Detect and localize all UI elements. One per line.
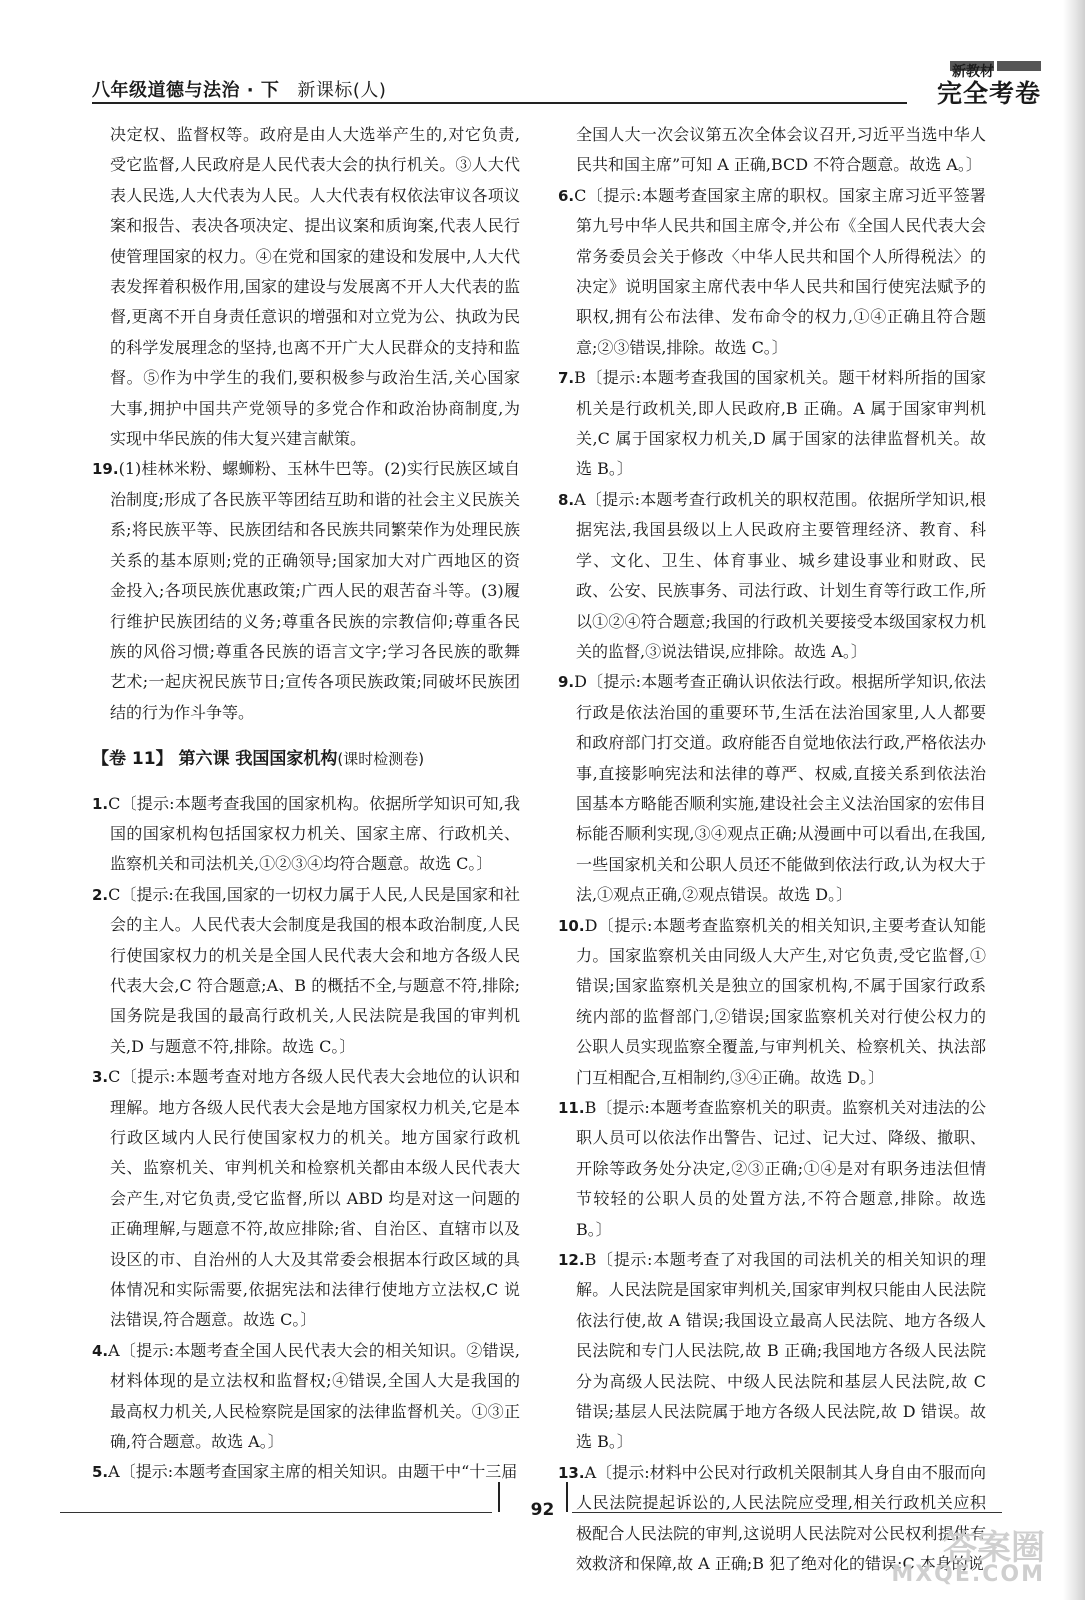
running-header [92, 76, 386, 102]
answer-number: 19. [92, 460, 119, 479]
answer-item [92, 1457, 520, 1487]
continued-answer: 决定权、监督权等。政府是由人大选举产生的,对它负责,受它监督,人民政府是人民代表大会的执行机关。③人大代表人民选,人大代表为人民。人大代表有权依法审议各项议案和报告、表决各项决定、提出议案和质询案,代表人民行使管理国家的权力。④在党和国家的建设和发展中,人大代表发挥着积极作用,国家的建设与发展离不开人大代表的监督,更离不开自身责任意识的增强和对立党为公、执政为民的科学发展理念的坚持,也离不开广大人民群众的支持和监督。⑤作为中学生的我们,要积极参与政治生活,关心国家大事,拥护中国共产党领导的多党合作和政治协商制度,为实现中华民族的伟大复兴建言献策。 [110, 125, 520, 449]
answer-item [92, 1336, 520, 1458]
brand-top: 新教材 [950, 61, 994, 71]
answer-text: B〔提示:本题考查了对我国的司法机关的相关知识的理解。人民法院是国家审判机关,国家审判权只能由人民法院依法行使,故 A 错误;我国设立最高人民法院、地方各级人民法院和专门人民法院,故 B 正确;我国地方各级人民法院分为高级人民法院、中级人民法院和基层人民法院,故 C 错误;基层人民法院属于地方各级人民法院,故 D 错误。故选 B。〕 [576, 1250, 986, 1452]
answer-number: 7. [558, 369, 575, 388]
answer-text: A〔提示:本题考查国家主席的相关知识。由题干中“十三届 [108, 1462, 518, 1482]
continued-answer: 全国人大一次会议第五次全体会议召开,习近平当选中华人民共和国主席”可知 A 正确,BCD 不符合题意。故选 A。〕 [576, 125, 986, 175]
answer-item [558, 485, 986, 667]
header-rule [92, 102, 907, 104]
answer-text: C〔提示:在我国,国家的一切权力属于人民,人民是国家和社会的主人。人民代表大会制度是我国的根本政治制度,人民行使国家权力的机关是全国人民代表大会和地方各级人民代表大会,C 符合题意;A、B 的概括不全,与题意不符,排除;国务院是我国的最高行政机关,人民法院是我国的审判机关,D 与题意不符,排除。故选 C。〕 [108, 884, 520, 1056]
answer-number: 5. [92, 1463, 109, 1482]
answer-number: 10. [558, 916, 585, 935]
answer-text: A〔提示:本题考查行政机关的职权范围。依据所学知识,根据宪法,我国县级以上人民政府主要管理经济、教育、科学、文化、卫生、体育事业、城乡建设事业和财政、民政、公安、民族事务、司法行政、计划生育等行政工作,所以①②④符合题意;我国的行政机关要接受本级国家权力机关的监督,③说法错误,应排除。故选 A。〕 [574, 489, 986, 661]
answer-text: C〔提示:本题考查对地方各级人民代表大会地位的认识和理解。地方各级人民代表大会是地方国家权力机关,它是本行政区域内人民行使国家权力的机关。地方国家行政机关、监察机关、审判机关和检察机关都由本级人民代表大会产生,对它负责,受它监督,所以 ABD 均是对这一问题的正确理解,与题意不符,故应排除;省、自治区、直辖市以及设区的市、自治州的人大及其常委会根据本行政区域的具体情况和实际需要,依据宪法和法律行使地方立法权,C 说法错误,符合题意。故选 C。〕 [108, 1067, 520, 1330]
answer-text: C〔提示:本题考查我国的国家机构。依据所学知识可知,我国的国家机构包括国家权力机关、国家主席、行政机关、监察机关和司法机关,①②③④均符合题意。故选 C。〕 [108, 793, 520, 874]
answer-number: 1. [92, 794, 109, 813]
answer-text: D〔提示:本题考查监察机关的相关知识,主要考查认知能力。国家监察机关由同级人大产生,对它负责,受它监督,①错误;国家监察机关是独立的国家机构,不属于国家行政系统内部的监督部门,②错误;国家监察机关对行使公权力的公职人员实现监察全覆盖,与审判机关、检察机关、执法部门互相配合,互相制约,③④正确。故选 D。〕 [576, 915, 986, 1087]
book-subtitle: 新课标(人) [297, 80, 387, 101]
answer-number: 8. [558, 490, 575, 509]
answer-item [558, 181, 986, 363]
answer-item [558, 1245, 986, 1458]
answer-item [558, 911, 986, 1093]
answer-item [558, 667, 986, 910]
answer-number: 6. [558, 186, 575, 205]
answer-item [92, 880, 520, 1062]
answer-text: C〔提示:本题考查国家主席的职权。国家主席习近平签署第九号中华人民共和国主席令,并公布《全国人民代表大会常务委员会关于修改〈中华人民共和国个人所得税法〉的决定》说明国家主席代表中华人民共和国行使宪法赋予的职权,拥有公布法律、发布命令的权力,①④正确且符合题意;②③错误,排除。故选 C。〕 [574, 185, 986, 357]
answer-number: 9. [558, 673, 575, 692]
answer-number: 3. [92, 1068, 109, 1087]
page-edge-shadow [1063, 0, 1085, 1600]
section-title-tail: (课时检测卷) [337, 750, 425, 769]
page-number: 92 [530, 1500, 555, 1520]
watermark-url: MXQE.COM [891, 1562, 1045, 1587]
answer-number: 4. [92, 1341, 109, 1360]
answer-item [558, 1093, 986, 1245]
answer-text: (1)桂林米粉、螺蛳粉、玉林牛巴等。(2)实行民族区域自治制度;形成了各民族平等团结互助和谐的社会主义民族关系;将民族平等、民族团结和各民族共同繁荣作为处理民族关系的基本原则;党的正确领导;国家加大对广西地区的资金投入;各项民族优惠政策;广西人民的艰苦奋斗等。(3)履行维护民族团结的义务;尊重各民族的宗教信仰;尊重各民族的风俗习惯;尊重各民族的语言文字;学习各民族的歌舞艺术;一起庆祝民族节日;宣传各项民族政策;同破坏民族团结的行为作斗争等。 [110, 459, 520, 722]
answer-text: B〔提示:本题考查我国的国家机关。题干材料所指的国家机关是行政机关,即人民政府,B 正确。A 属于国家审判机关,C 属于国家权力机关,D 属于国家的法律监督机关。故选 B。〕 [574, 368, 986, 479]
answer-item [92, 1062, 520, 1336]
watermark-logo: 答案圈 [943, 1528, 1045, 1568]
answer-item [92, 789, 520, 880]
answer-19 [92, 454, 520, 728]
answer-item [558, 363, 986, 485]
brand-logo [937, 58, 1041, 110]
answer-text: A〔提示:本题考查全国人民代表大会的相关知识。②错误,材料体现的是立法权和监督权;④错误,全国人大是我国的最高权力机关,人民检察院是国家的法律监督机关。①③正确,符合题意。故选 A。〕 [108, 1340, 520, 1452]
section-title: 【卷 11】 第六课 我国国家机构(课时检测卷) [92, 749, 425, 770]
answer-text: D〔提示:本题考查正确认识依法行政。根据所学知识,依法行政是依法治国的重要环节,生活在法治国家里,人人都要和政府部门打交道。政府能否自觉地依法行政,严格依法办事,直接影响宪法和法律的尊严、权威,直接关系到依法治国基本方略能否顺利实施,建设社会主义法治国家的宏伟目标能否顺利实现,③④观点正确;从漫画中可以看出,在我国,一些国家机关和公职人员还不能做到依法行政,认为权大于法,①观点正确,②观点错误。故选 D。〕 [574, 672, 986, 905]
answer-number: 2. [92, 885, 109, 904]
answer-text: A〔提示:材料中公民对行政机关限制其人身自由不服而向人民法院提起诉讼的,人民法院应受理,相关行政机关应积极配合人民法院的审判,这说明人民法院对公民权利提供有效救济和保障,故 A 正确;B 犯了绝对化的错误;C 本身的说 [576, 1462, 986, 1574]
answer-number: 12. [558, 1251, 585, 1270]
answer-text: B〔提示:本题考查监察机关的职责。监察机关对违法的公职人员可以依法作出警告、记过、记大过、降级、撤职、开除等政务处分决定,②③正确;①④是对有职务违法但情节较轻的公职人员的处置方法,不符合题意,排除。故选 B。〕 [576, 1098, 986, 1239]
book-title: 八年级道德与法治 · 下 [92, 80, 280, 101]
right-column [558, 120, 986, 1580]
brand-main: 完全考卷 [936, 79, 1041, 108]
answer-number: 13. [558, 1463, 585, 1482]
answer-number: 11. [558, 1099, 585, 1117]
left-column [92, 120, 520, 1488]
